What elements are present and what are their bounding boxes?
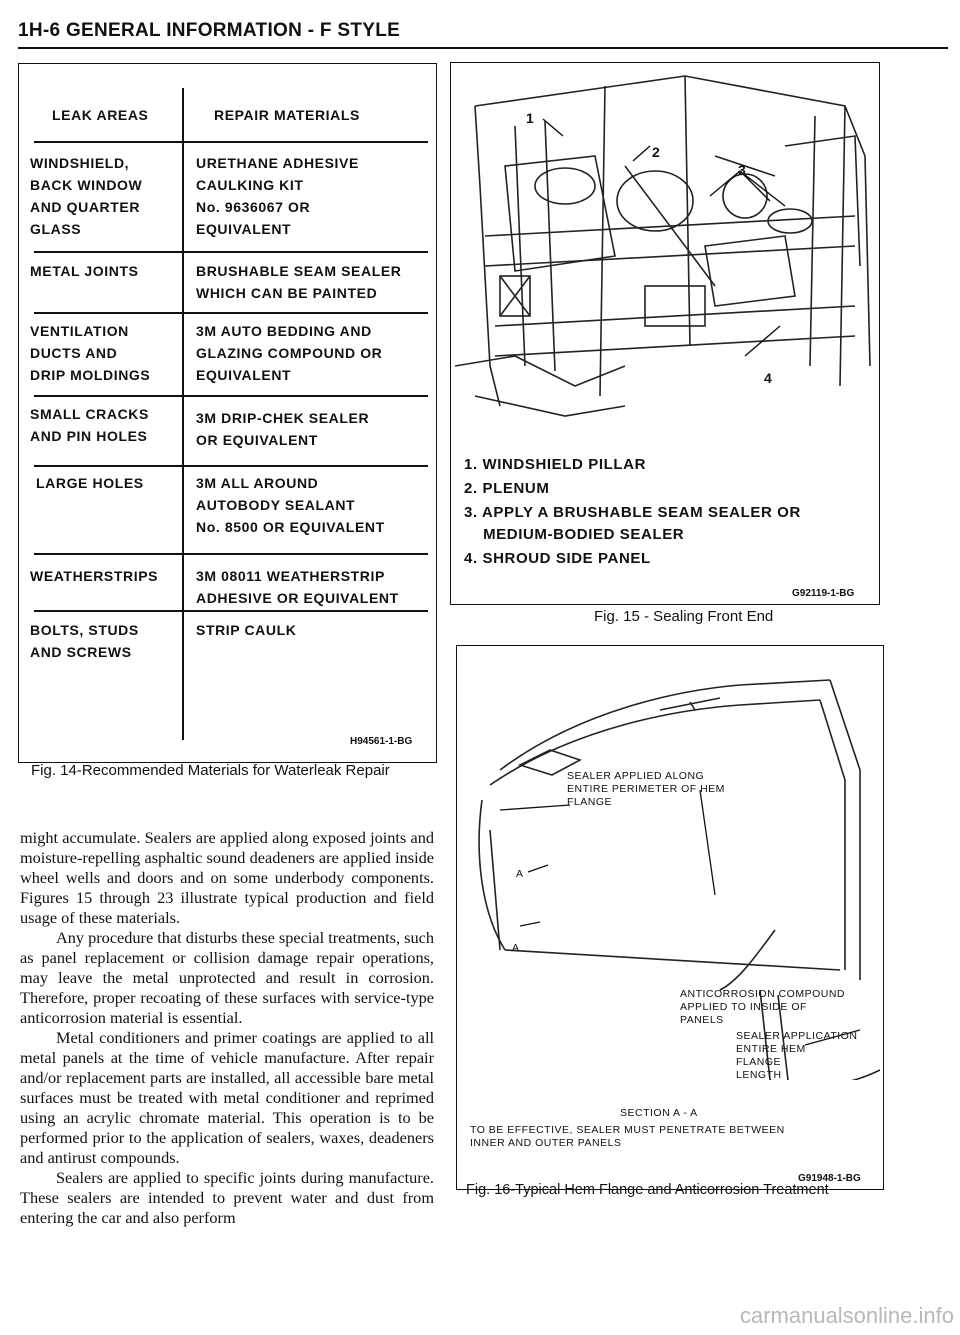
label-penetration-note: TO BE EFFECTIVE, SEALER MUST PENETRATE BETWEEN INNER AND OUTER PANELS bbox=[470, 1124, 785, 1149]
repair-material-cell: 3M ALL AROUND AUTOBODY SEALANT No. 8500 OR EQUIVALENT bbox=[196, 475, 385, 535]
repair-material-cell: BRUSHABLE SEAM SEALER WHICH CAN BE PAINTED bbox=[196, 263, 402, 301]
figure-code: H94561-1-BG bbox=[350, 736, 413, 747]
watermark-text: carmanualsonline.info bbox=[739, 1303, 954, 1328]
figure-code: G91948-1-BG bbox=[798, 1173, 861, 1184]
leak-area-cell: VENTILATION DUCTS AND DRIP MOLDINGS bbox=[30, 323, 151, 383]
table-header-repair-materials: REPAIR MATERIALS bbox=[214, 107, 360, 123]
label-anticorrosion-compound: ANTICORROSION COMPOUND APPLIED TO INSIDE OF PANELS bbox=[680, 988, 846, 1026]
table-rule bbox=[34, 251, 428, 253]
front-end-illustration bbox=[455, 66, 877, 436]
figure-14-caption: Fig. 14-Recommended Materials for Waterleak Repair bbox=[31, 762, 390, 779]
section-marker-a: A bbox=[512, 942, 520, 954]
legend-item: 3. APPLY A BRUSHABLE SEAM SEALER OR MEDIUM-BODIED SEALER bbox=[464, 504, 801, 543]
body-paragraph: Sealers are applied to specific joints during manufacture. These sealers are intended to prevent water and dust from entering the car and also perform bbox=[20, 1168, 434, 1227]
body-paragraph: Metal conditioners and primer coatings are applied to all metal panels at the time of vehicle manufacture. After repair and/or replacement parts are installed, all accessible bare metal surfaces must be treated with metal conditioner and reprimed using an acrylic chromate material. This operation is to be performed prior to the application of sealers, waxes, deadeners and antirust compounds. bbox=[20, 1028, 434, 1167]
table-rule bbox=[34, 141, 428, 143]
page-header-title: 1H-6 GENERAL INFORMATION - F STYLE bbox=[18, 20, 401, 41]
body-paragraph: Any procedure that disturbs these special treatments, such as panel replacement or collision damage repair operations, may leave the metal unprotected and result in corrosion. Therefore, proper recoating of these surfaces with service-type anticorrosion material is essential. bbox=[20, 928, 434, 1027]
table-column-divider bbox=[182, 88, 184, 740]
header-rule bbox=[18, 47, 948, 49]
callout-3: 3 bbox=[738, 162, 746, 178]
callout-4: 4 bbox=[764, 370, 772, 386]
legend-item: 1. WINDSHIELD PILLAR bbox=[464, 456, 647, 473]
repair-material-cell: 3M AUTO BEDDING AND GLAZING COMPOUND OR EQUIVALENT bbox=[196, 323, 383, 383]
table-rule bbox=[34, 312, 428, 314]
table-rule bbox=[34, 553, 428, 555]
legend-item: 4. SHROUD SIDE PANEL bbox=[464, 550, 651, 567]
callout-1: 1 bbox=[526, 110, 534, 126]
table-rule bbox=[34, 465, 428, 467]
figure-16-caption: Fig. 16-Typical Hem Flange and Anticorrosion Treatment bbox=[466, 1182, 829, 1198]
table-rule bbox=[34, 610, 428, 612]
leak-area-cell: METAL JOINTS bbox=[30, 263, 139, 279]
body-paragraph: might accumulate. Sealers are applied along exposed joints and moisture-repelling asphaltic sound deadeners are applied inside wheel wells and doors and on some underbody components. Figures 15 through 23 illustrate typical production and field usage of these materials. bbox=[20, 828, 434, 927]
figure-15-caption: Fig. 15 - Sealing Front End bbox=[594, 608, 774, 625]
repair-material-cell: STRIP CAULK bbox=[196, 622, 297, 638]
legend-item: 2. PLENUM bbox=[464, 480, 550, 497]
body-text bbox=[20, 828, 434, 1228]
repair-material-cell: 3M DRIP-CHEK SEALER OR EQUIVALENT bbox=[196, 410, 370, 448]
leak-area-cell: BOLTS, STUDS AND SCREWS bbox=[30, 622, 139, 660]
callout-2: 2 bbox=[652, 144, 660, 160]
leak-area-cell: WINDSHIELD, BACK WINDOW AND QUARTER GLASS bbox=[30, 155, 143, 237]
figure-code: G92119-1-BG bbox=[792, 588, 855, 599]
leak-area-cell: WEATHERSTRIPS bbox=[30, 568, 159, 584]
repair-material-cell: URETHANE ADHESIVE CAULKING KIT No. 9636067 OR EQUIVALENT bbox=[196, 155, 359, 237]
section-marker-a: A bbox=[516, 868, 524, 880]
leak-area-cell: LARGE HOLES bbox=[36, 475, 144, 491]
repair-material-cell: 3M 08011 WEATHERSTRIP ADHESIVE OR EQUIVALENT bbox=[196, 568, 399, 606]
label-section-a-a: SECTION A - A bbox=[620, 1107, 698, 1119]
label-sealer-application: SEALER APPLICATION ENTIRE HEM FLANGE LENGTH bbox=[736, 1030, 858, 1081]
label-sealer-applied: SEALER APPLIED ALONG ENTIRE PERIMETER OF HEM FLANGE bbox=[567, 770, 725, 808]
table-rule bbox=[34, 395, 428, 397]
leak-area-cell: SMALL CRACKS AND PIN HOLES bbox=[30, 406, 149, 444]
table-header-leak-areas: LEAK AREAS bbox=[52, 107, 149, 123]
